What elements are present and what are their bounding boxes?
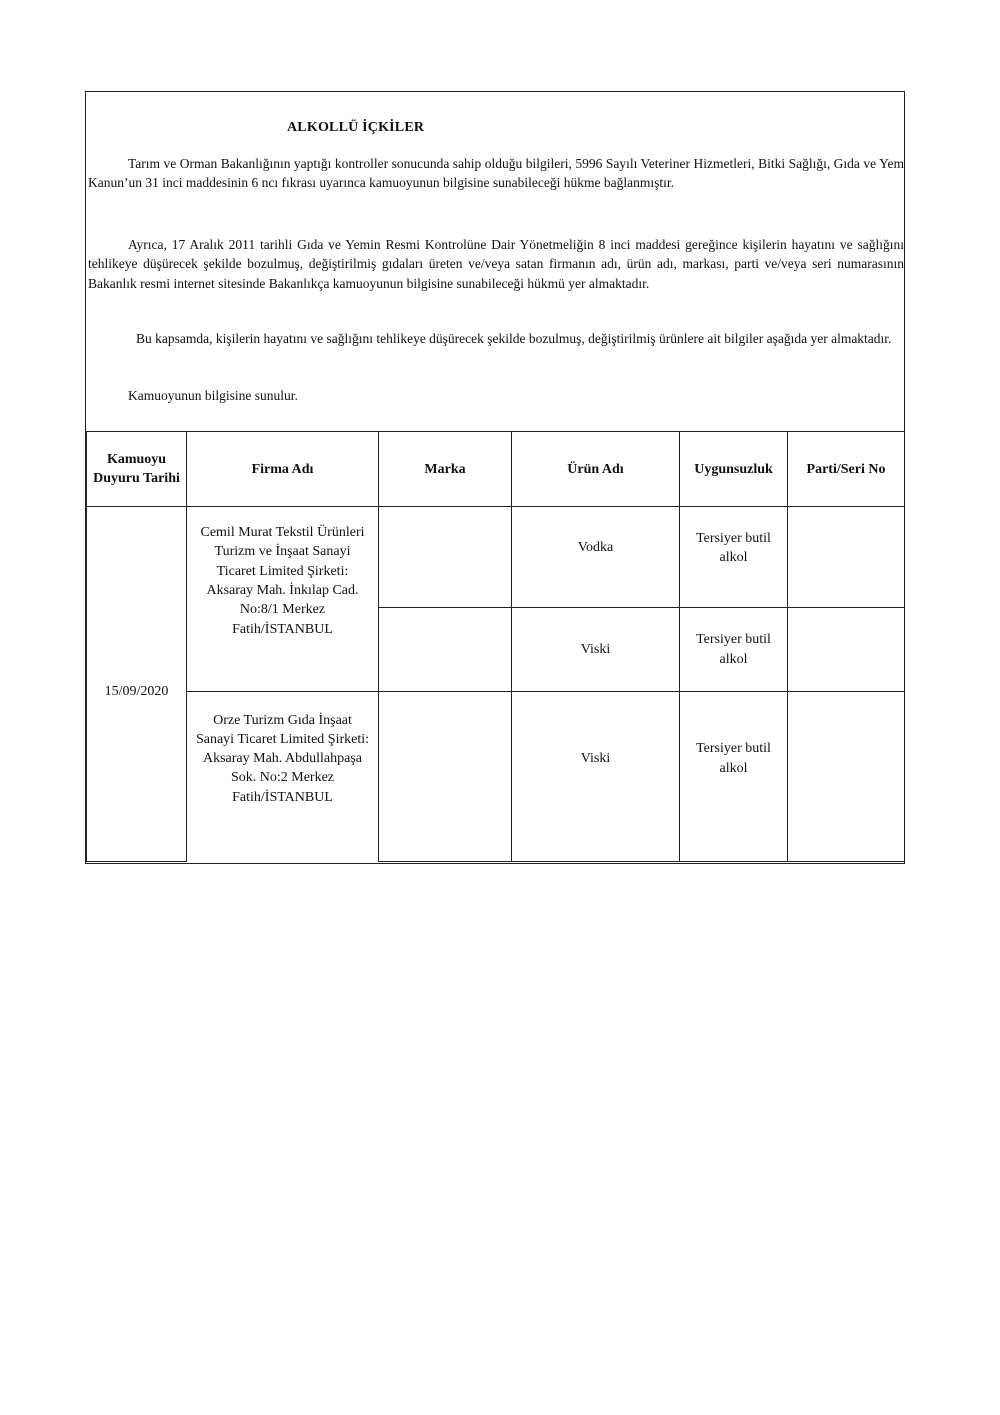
paragraph-1: Tarım ve Orman Bakanlığının yaptığı kontroller sonucunda sahip olduğu bilgileri, 5996 Sayılı Veteriner Hizmetleri, Bitki Sağlığı, Gıda ve Yem Kanun’un 31 inci maddesinin 6 ncı fıkrası uyarınca kamuoyunun bilgisine sunabileceği hükme bağlanmıştır.	[88, 156, 904, 191]
paragraph-3: Bu kapsamda, kişilerin hayatını ve sağlığını tehlikeye düşürecek şekilde bozulmuş, değiştirilmiş ürünlere ait bilgiler aşağıda yer almaktadır.	[136, 331, 892, 346]
firm-1-line: No:8/1 Merkez	[239, 602, 326, 618]
firm-2-line: Sanayi Ticaret Limited Şirketi:	[195, 731, 370, 747]
firm-cell	[187, 692, 379, 862]
firm-cell	[187, 507, 379, 692]
urun-value: Viski	[580, 750, 611, 766]
header-uygunsuzluk: Uygunsuzluk	[680, 432, 788, 507]
table-row	[87, 507, 905, 608]
header-parti: Parti/Seri No	[788, 432, 905, 507]
firm-1-line: Fatih/İSTANBUL	[232, 621, 333, 637]
header-urun: Ürün Adı	[512, 432, 680, 507]
parti-cell	[788, 507, 905, 608]
parti-cell	[788, 692, 905, 862]
firm-2-line: Sok. No:2 Merkez	[230, 770, 335, 786]
marka-cell	[379, 608, 512, 692]
urun-cell: Viski	[512, 608, 680, 692]
announcement-date: 15/09/2020	[104, 684, 169, 699]
parti-cell	[788, 608, 905, 692]
document-frame	[85, 91, 905, 864]
uygunsuzluk-line2: alkol	[719, 651, 748, 667]
paragraph-4: Kamuoyunun bilgisine sunulur.	[128, 388, 298, 403]
uygunsuzluk-line1: Tersiyer butil	[696, 530, 771, 546]
firm-1-line: Cemil Murat Tekstil Ürünleri	[200, 525, 365, 541]
urun-value: Vodka	[577, 540, 614, 555]
header-date-line1: Kamuoyu	[106, 452, 167, 467]
uygunsuzluk-cell	[680, 608, 788, 692]
marka-cell	[379, 507, 512, 608]
uygunsuzluk-cell	[680, 692, 788, 862]
firm-1-line: Ticaret Limited Şirketi:	[216, 563, 349, 579]
header-firma: Firma Adı	[187, 432, 379, 507]
table-row	[87, 692, 905, 862]
recall-table	[86, 431, 905, 862]
table-header-row	[87, 432, 905, 507]
intro-section	[86, 92, 904, 432]
firm-2-line: Orze Turizm Gıda İnşaat	[213, 712, 352, 728]
header-marka: Marka	[379, 432, 512, 507]
uygunsuzluk-cell	[680, 507, 788, 608]
header-date	[87, 432, 187, 507]
uygunsuzluk-line2: alkol	[719, 550, 748, 565]
firm-2-line: Aksaray Mah. Abdullahpaşa	[202, 751, 363, 767]
header-date-line2: Duyuru Tarihi	[93, 471, 180, 486]
firm-1-line: Turizm ve İnşaat Sanayi	[214, 544, 351, 560]
paragraph-2: Ayrıca, 17 Aralık 2011 tarihli Gıda ve Yemin Resmi Kontrolüne Dair Yönetmeliğin 8 inci maddesi gereğince kişilerin hayatını ve sağlığını tehlikeye düşürecek şekilde bozulmuş, değiştirilmiş gıdaları üreten ve/veya satan firmanın adı, ürün adı, markası, parti ve/veya seri numarasının Bakanlık resmi internet sitesinde Bakanlıkça kamuoyunun bilgisine sunabileceği hükmü yer almaktadır.	[88, 237, 904, 291]
urun-cell	[512, 507, 680, 608]
urun-cell	[512, 692, 680, 862]
uygunsuzluk-line2: alkol	[719, 760, 748, 776]
uygunsuzluk-line1: Tersiyer butil	[696, 632, 771, 648]
uygunsuzluk-line1: Tersiyer butil	[696, 741, 771, 757]
marka-cell	[379, 692, 512, 862]
announcement-date-cell	[87, 507, 187, 862]
firm-1-line: Aksaray Mah. İnkılap Cad.	[206, 583, 359, 598]
document-title: ALKOLLÜ İÇKİLER	[287, 120, 425, 135]
firm-2-line: Fatih/İSTANBUL	[232, 789, 333, 805]
